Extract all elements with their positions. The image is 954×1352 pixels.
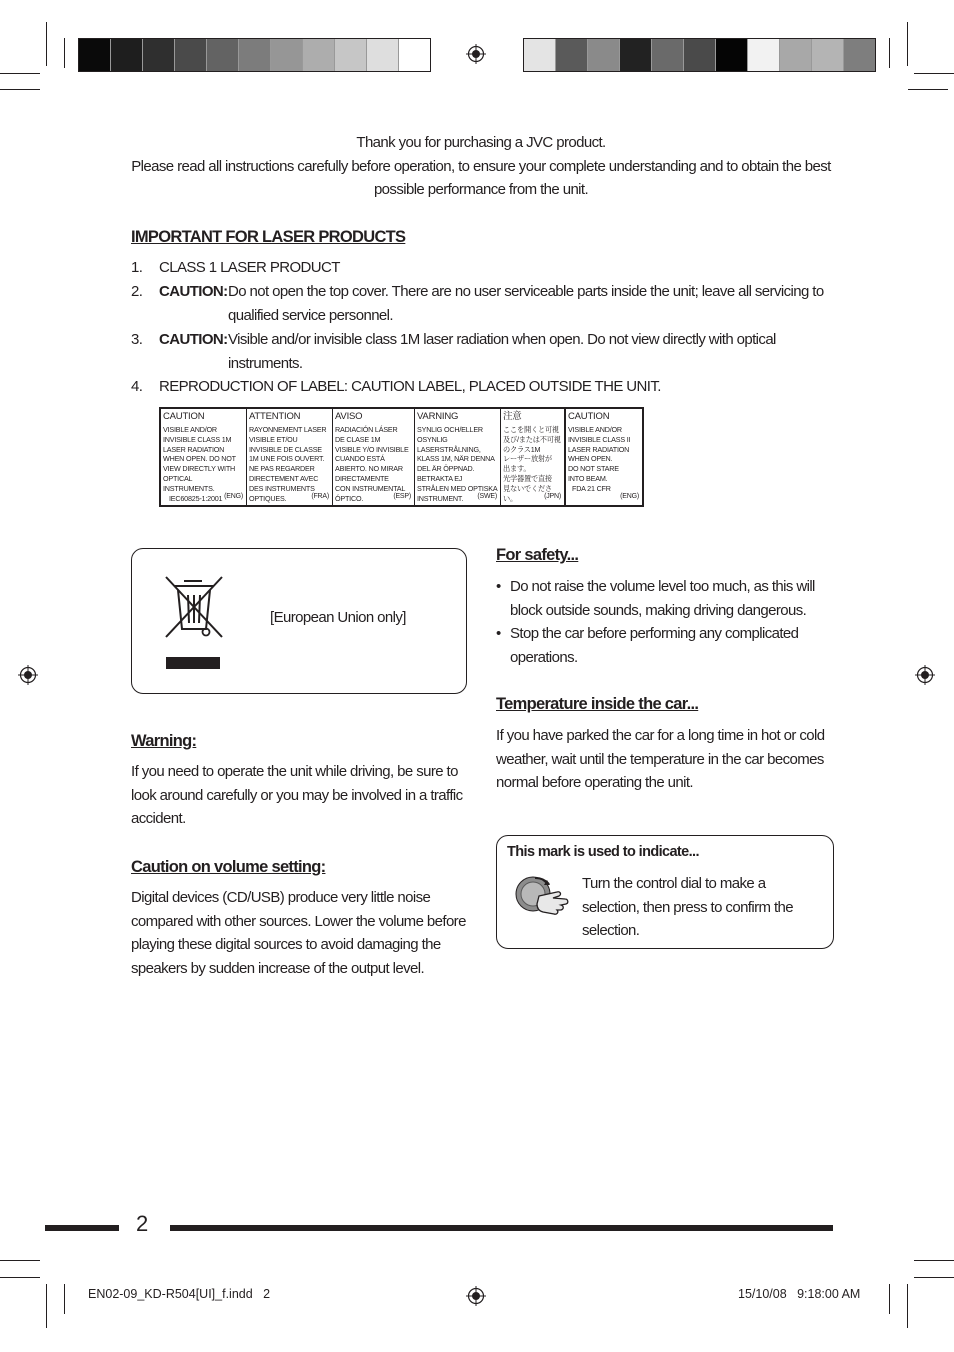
black-bar-mark [166,657,220,669]
label-cell-swe: VARNING SYNLIG OCH/ELLER OSYNLIG LASERSTRÅLNING, KLASS 1M, NÄR DENNA DEL ÄR ÖPPNAD. BETRAKTA EJ STRÅLEN MED OPTISKA INSTRUMENT. (SWE) [415,409,501,505]
registration-mark-icon [915,665,935,685]
warning-heading: Warning: [131,732,197,750]
eu-only-text: [European Union only] [270,609,406,626]
page-number: 2 [136,1211,149,1236]
grayscale-bar-right [523,38,876,72]
list-item: • Stop the car before performing any complicated operations. [496,625,799,666]
mark-box-text: Turn the control dial to make a selection, then press to confirm the selection. [582,875,794,939]
mark-box [496,835,834,949]
control-dial-hand-icon [513,872,573,918]
eu-disposal-box [131,548,467,694]
footer-file: EN02-09_KD-R504[UI]_f.indd 2 [88,1287,271,1301]
volume-text: Digital devices (CD/USB) produce very little noise compared with other sources. Lower the volume before playing these digital sources to avoid damaging the speakers by sudden increase of the output level. [131,889,466,977]
list-item: 1. CLASS 1 LASER PRODUCT [131,259,340,276]
list-item: 2. CAUTION: Do not open the top cover. There are no user serviceable parts inside the unit; leave all servicing to qualified service personnel. [131,283,824,324]
list-item: 4. REPRODUCTION OF LABEL: CAUTION LABEL, PLACED OUTSIDE THE UNIT. [131,378,661,395]
list-item: • Do not raise the volume level too much, as this will block outside sounds, making driving dangerous. [496,578,815,619]
caution-label [159,407,644,507]
registration-mark-icon [466,1286,486,1306]
footer-timestamp: 15/10/08 9:18:00 AM [738,1287,861,1301]
label-cell-eng-class2: CAUTION VISIBLE AND/OR INVISIBLE CLASS II LASER RADIATION WHEN OPEN. DO NOT STARE INTO BEAM. FDA 21 CFR (ENG) [565,409,642,505]
registration-mark-icon [466,44,486,64]
label-cell-jpn: 注意 ここを開くと可視 及び/または不可視 のクラス1M レーザー放射が 出ます。 光学器置で直接 見ないでください。 (JPN) [501,409,565,505]
intro-line-3: possible performance from the unit. [373,181,589,198]
volume-heading: Caution on volume setting: [131,858,326,876]
warning-text: If you need to operate the unit while driving, be sure to look around carefully or you may be involved in a traffic accident. [131,763,463,827]
label-cell-eng: CAUTION VISIBLE AND/OR INVISIBLE CLASS 1M LASER RADIATION WHEN OPEN. DO NOT VIEW DIRECTLY WITH OPTICAL INSTRUMENTS. IEC60825-1:2001 (ENG) [161,409,247,505]
label-cell-fra: ATTENTION RAYONNEMENT LASER VISIBLE ET/OU INVISIBLE DE CLASSE 1M UNE FOIS OUVERT. NE PAS REGARDER DIRECTEMENT AVEC DES INSTRUMENTS OPTIQUES. (FRA) [247,409,333,505]
page-rule-right [170,1225,833,1231]
grayscale-bar-left [78,38,431,72]
temperature-text: If you have parked the car for a long time in hot or cold weather, wait until the temperature in the car becomes normal before operating the unit. [496,727,825,791]
list-item: 3. CAUTION: Visible and/or invisible class 1M laser radiation when open. Do not view directly with optical instruments. [131,331,776,372]
page-rule-left [45,1225,119,1231]
label-cell-esp: AVISO RADIACIÓN LÁSER DE CLASE 1M VISIBLE Y/O INVISIBLE CUANDO ESTÁ ABIERTO. NO MIRAR DIRECTAMENTE CON INSTRUMENTAL ÓPTICO. (ESP) [333,409,415,505]
registration-mark-icon [18,665,38,685]
intro-line-1: Thank you for purchasing a JVC product. [356,134,606,151]
safety-list [496,575,841,669]
laser-heading: IMPORTANT FOR LASER PRODUCTS [131,228,406,246]
temperature-heading: Temperature inside the car... [496,695,699,713]
crossed-bin-icon [162,575,226,641]
mark-box-title: This mark is used to indicate... [507,844,699,860]
intro-text [100,131,862,202]
intro-line-2: Please read all instructions carefully before operation, to ensure your complete understanding and to obtain the best [131,157,831,175]
safety-heading: For safety... [496,546,579,564]
